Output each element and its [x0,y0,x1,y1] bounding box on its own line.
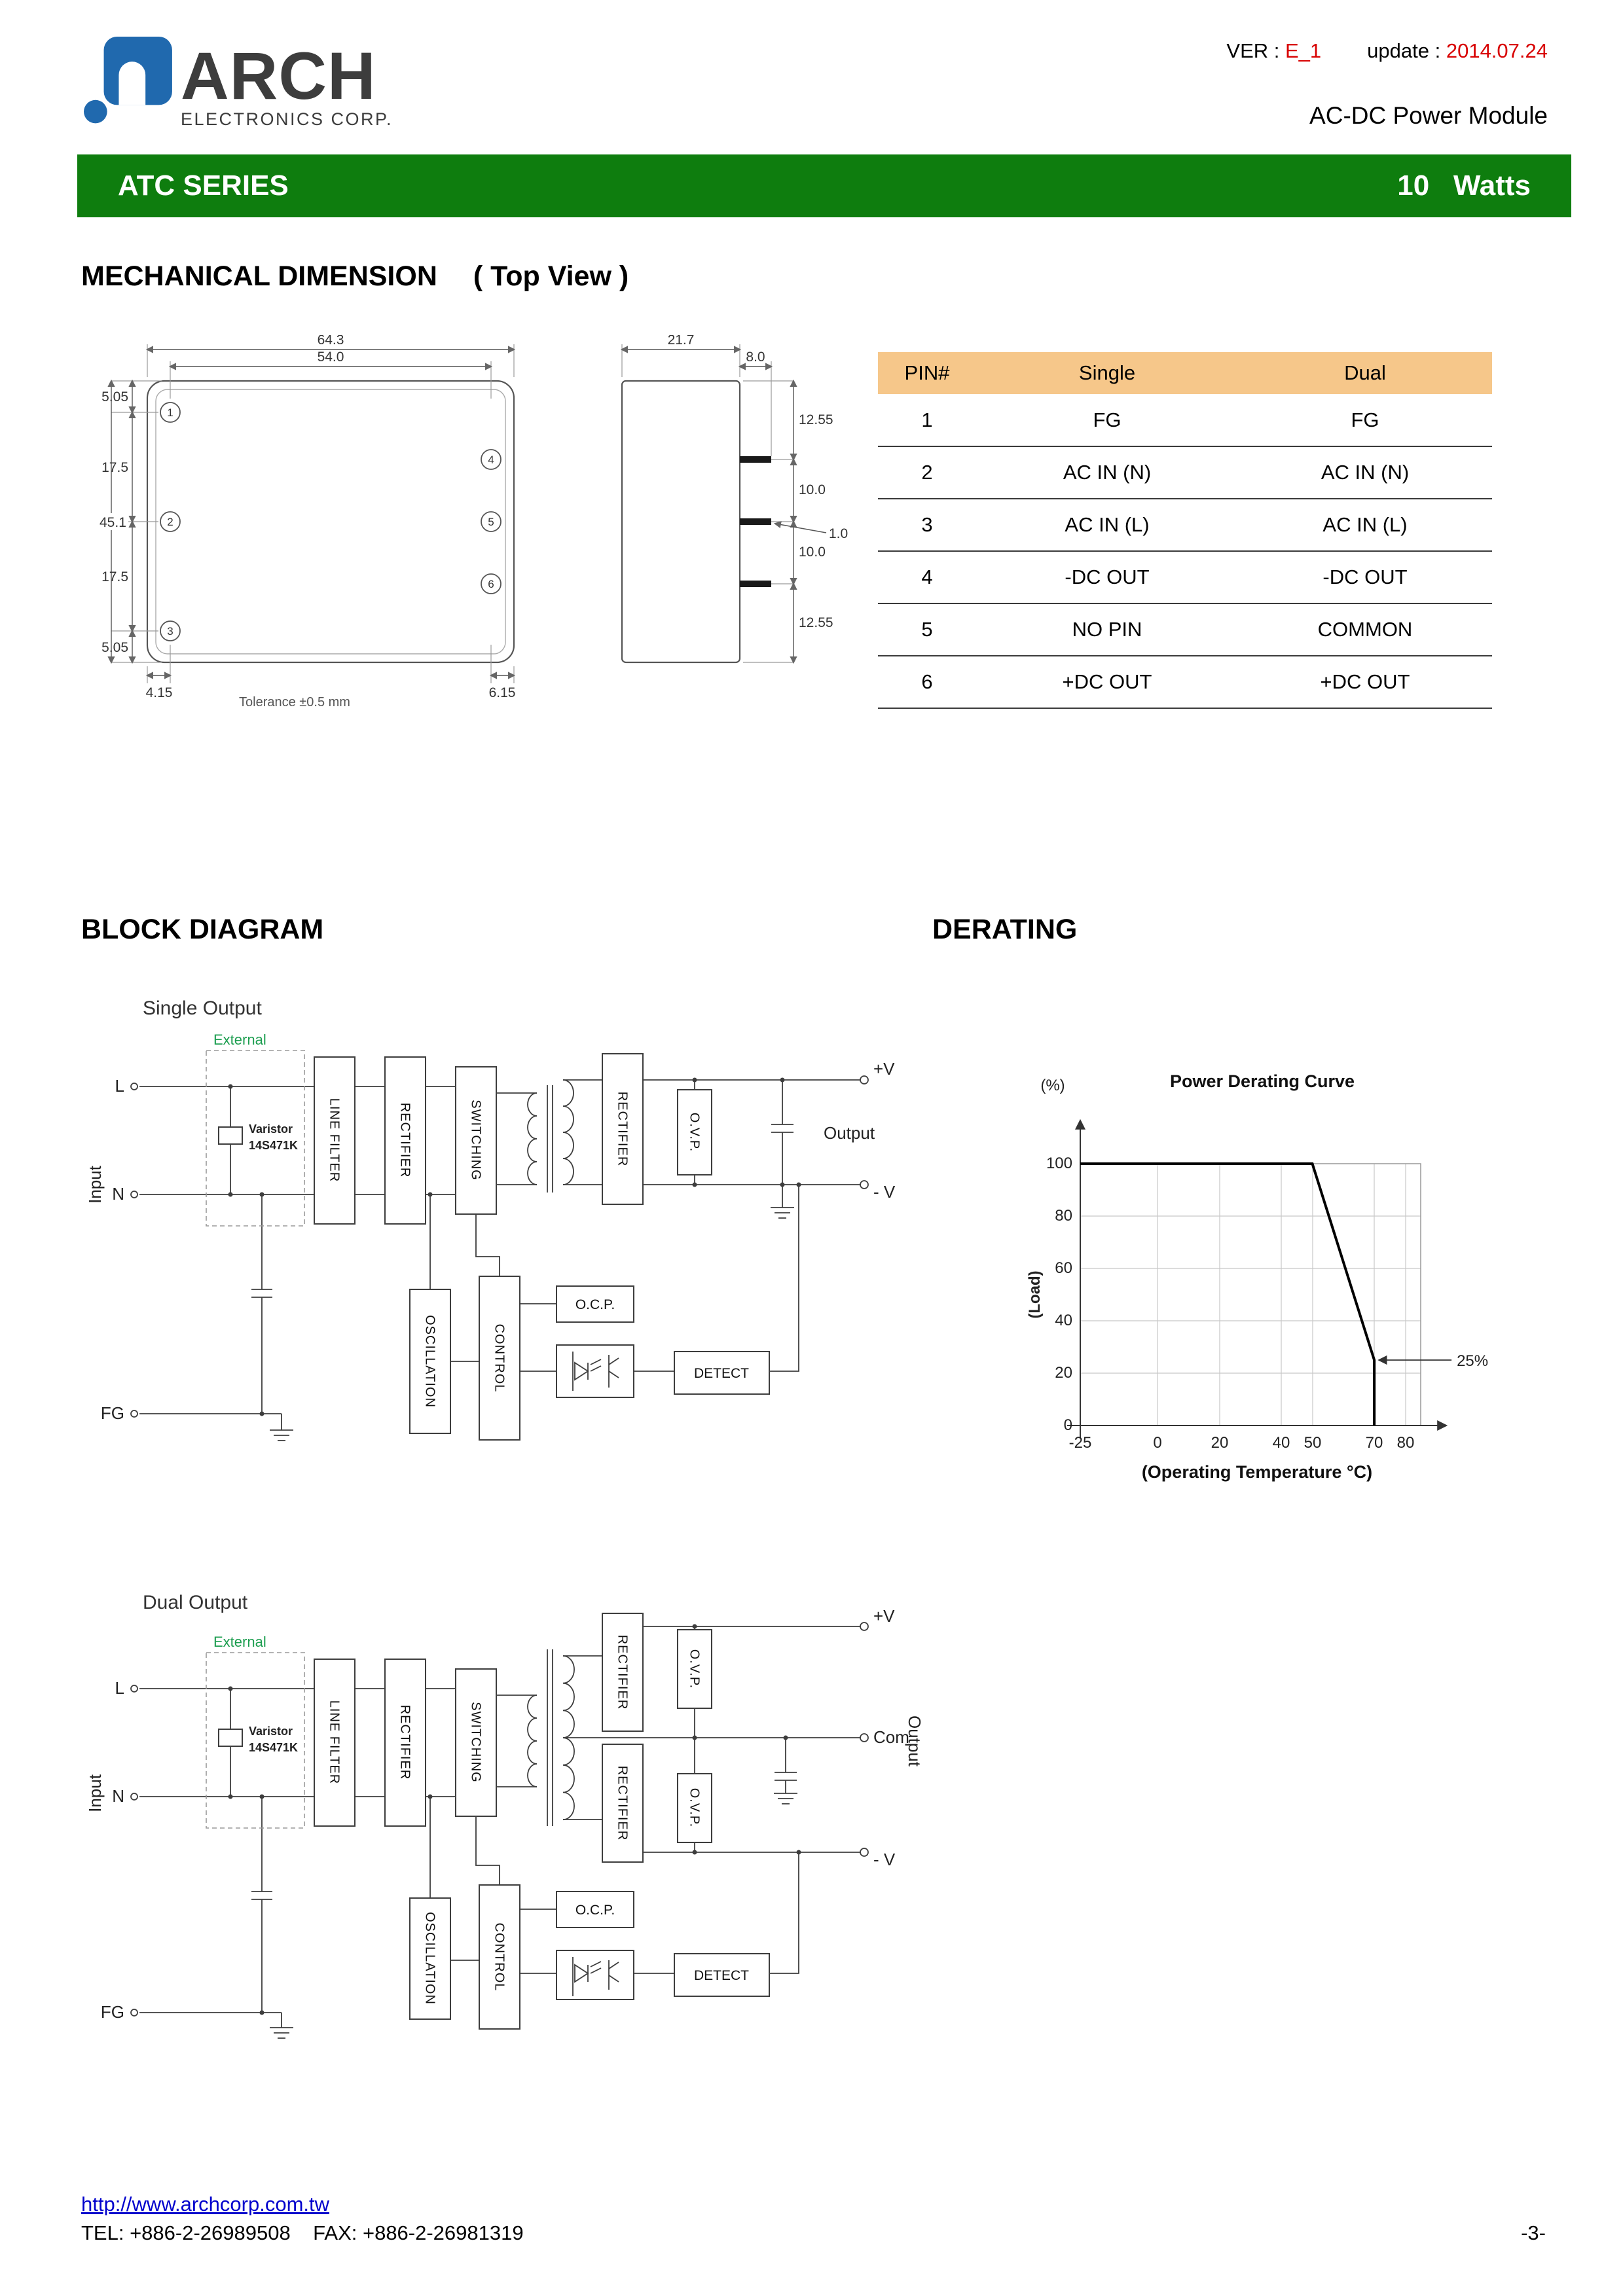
ver-label: VER : [1226,39,1280,62]
label-plus-v: +V [873,1059,895,1079]
varistor-symbol [219,1127,242,1144]
svg-text:O.V.P.: O.V.P. [687,1649,702,1689]
dim-right-mid1: 10.0 [799,482,826,497]
svg-text:DETECT: DETECT [694,1968,749,1983]
logo-subtitle: ELECTRONICS CORP. [181,109,393,129]
transformer [528,1080,574,1193]
label-output: Output [824,1123,875,1143]
dim-bottom-right: 6.15 [488,685,516,700]
svg-text:O.C.P.: O.C.P. [575,1297,615,1312]
terminal-plus-v [860,1076,868,1084]
svg-text:LINE FILTER: LINE FILTER [327,1700,342,1785]
dim-right-bottom: 12.55 [799,615,833,630]
terminal-n [131,1793,137,1800]
x-axis-label: (Operating Temperature °C) [1141,1462,1373,1482]
dim-height: 45.1 [100,515,126,530]
svg-text:0: 0 [1153,1434,1162,1452]
dim-right-mid2: 10.0 [799,545,826,560]
terminal-l [131,1083,137,1090]
y-tick-labels [1046,1155,1072,1434]
y-axis-label: (Load) [1026,1270,1044,1319]
external-label: External [213,1634,266,1650]
svg-text:OSCILLATION: OSCILLATION [422,1912,437,2005]
arch-logo-icon [84,34,175,131]
label-output: Output [905,1715,924,1767]
label-fg: FG [100,2002,124,2022]
module-side-view [622,381,740,662]
annotation-label: 25% [1457,1352,1489,1370]
single-output-diagram [85,982,949,1505]
pin-table-header-row [878,352,1492,394]
mechanical-drawing [98,335,858,741]
chart-grid [1080,1164,1421,1426]
dual-diagram-title: Dual Output [143,1592,248,1613]
svg-text:O.V.P.: O.V.P. [687,1787,702,1828]
dim-width-outer: 64.3 [317,335,344,348]
pin-table-row: 3 AC IN (L) AC IN (L) [878,499,1492,551]
svg-text:CONTROL: CONTROL [492,1323,507,1393]
terminal-fg [131,1410,137,1417]
derating-chart [1021,1020,1519,1517]
col-header-single: Single [976,352,1238,394]
dimension-lines [111,350,793,675]
dim-left-bottom: 5.05 [101,640,128,655]
side-view-pins [740,456,771,587]
dim-side-width: 21.7 [667,335,695,348]
x-tick-labels [1069,1434,1415,1452]
dim-left-top: 5.05 [101,389,128,404]
product-title: AC-DC Power Module [1309,102,1548,129]
tolerance-note: Tolerance ±0.5 mm [239,695,350,709]
arch-logo [84,34,393,131]
svg-text:100: 100 [1046,1155,1072,1172]
svg-text:CONTROL: CONTROL [492,1922,507,1992]
series-banner [77,154,1571,217]
pin-table-row: 1 FG FG [878,394,1492,446]
svg-text:80: 80 [1055,1207,1072,1225]
terminal-n [131,1191,137,1198]
svg-text:RECTIFIER: RECTIFIER [615,1765,630,1841]
terminal-l [131,1685,137,1692]
label-plus-v: +V [873,1606,895,1626]
footer-url-link[interactable]: http://www.archcorp.com.tw [81,2193,330,2215]
svg-text:20: 20 [1211,1434,1229,1452]
svg-text:20: 20 [1055,1364,1072,1382]
svg-text:40: 40 [1055,1312,1072,1329]
update-label: update : [1367,39,1441,62]
single-diagram-title: Single Output [143,997,262,1019]
opto-coupler [556,1345,634,1397]
svg-text:0: 0 [1063,1416,1072,1434]
dim-width-pins: 54.0 [317,350,344,365]
y-unit-label: (%) [1040,1077,1065,1094]
label-n: N [112,1184,124,1204]
opto-coupler [556,1950,634,2000]
svg-text:RECTIFIER: RECTIFIER [615,1091,630,1167]
dim-right-top: 12.55 [799,412,833,427]
dim-left-upper: 17.5 [101,460,128,475]
pin-table-row: 6 +DC OUT +DC OUT [878,656,1492,708]
col-header-pin: PIN# [878,352,976,394]
svg-text:DETECT: DETECT [694,1366,749,1381]
dim-pin-thickness: 1.0 [829,526,848,541]
pin-number-2: 2 [167,516,173,528]
label-com: Com [873,1727,909,1747]
terminal-minus-v [860,1181,868,1189]
pin-thickness-leader [775,524,826,533]
terminal-minus-v [860,1848,868,1856]
pin-table-row: 2 AC IN (N) AC IN (N) [878,446,1492,499]
chart-title: Power Derating Curve [1169,1071,1355,1091]
section-title-block-diagram: BLOCK DIAGRAM [81,914,324,945]
svg-text:SWITCHING: SWITCHING [468,1702,483,1783]
label-n: N [112,1786,124,1806]
svg-text:O.V.P.: O.V.P. [687,1112,702,1153]
varistor-label: Varistor [249,1122,293,1136]
svg-text:O.C.P.: O.C.P. [575,1903,615,1918]
varistor-model: 14S471K [249,1741,299,1754]
varistor-symbol [219,1729,242,1746]
terminal-com [860,1734,868,1742]
label-fg: FG [100,1403,124,1423]
pin-table [878,352,1492,709]
section-title-derating: DERATING [932,914,1078,945]
col-header-dual: Dual [1238,352,1492,394]
label-l: L [115,1076,124,1096]
svg-text:RECTIFIER: RECTIFIER [397,1102,412,1178]
svg-text:50: 50 [1304,1434,1322,1452]
pin-number-6: 6 [488,578,494,590]
pin-table-row: 5 NO PIN COMMON [878,603,1492,656]
page-number: -3- [1521,2221,1546,2244]
section-subtitle-top-view: ( Top View ) [473,260,629,292]
terminal-fg [131,2009,137,2016]
plot-border [1080,1164,1421,1426]
ver-value: E_1 [1285,39,1322,62]
input-side-label: Input [85,1166,105,1204]
varistor-model: 14S471K [249,1139,299,1152]
input-side-label: Input [85,1774,105,1812]
svg-text:70: 70 [1365,1434,1383,1452]
svg-text:SWITCHING: SWITCHING [468,1100,483,1181]
external-label: External [213,1031,266,1048]
footer-contact: TEL: +886-2-26989508 FAX: +886-2-26981319 [81,2221,524,2244]
derating-curve [1080,1164,1374,1426]
extension-lines [111,344,793,683]
svg-text:80: 80 [1396,1434,1415,1452]
svg-text:LINE FILTER: LINE FILTER [327,1098,342,1183]
svg-text:RECTIFIER: RECTIFIER [397,1704,412,1780]
dim-left-lower: 17.5 [101,569,128,584]
dual-output-diagram [85,1577,949,2075]
varistor-label: Varistor [249,1725,293,1738]
svg-text:-25: -25 [1068,1434,1092,1452]
dim-pin-length: 8.0 [746,350,765,365]
svg-text:40: 40 [1272,1434,1290,1452]
svg-text:RECTIFIER: RECTIFIER [615,1634,630,1710]
top-view-pins [160,403,501,641]
label-l: L [115,1678,124,1698]
pin-number-4: 4 [488,454,494,466]
version-info [1226,39,1548,63]
pin-number-3: 3 [167,625,173,637]
label-minus-v: - V [873,1850,896,1869]
dim-bottom-left: 4.15 [145,685,173,700]
axes [1067,1121,1446,1439]
pin-number-5: 5 [488,516,494,528]
section-title-mechanical: MECHANICAL DIMENSION ( Top View ) [81,260,629,292]
svg-text:60: 60 [1055,1259,1072,1277]
svg-text:OSCILLATION: OSCILLATION [422,1315,437,1408]
module-top-view [147,381,740,662]
watts-label: 10 Watts [1397,170,1531,202]
update-value: 2014.07.24 [1446,39,1548,62]
terminal-plus-v [860,1623,868,1630]
series-label: ATC SERIES [118,170,289,202]
label-minus-v: - V [873,1182,896,1202]
pin-table-row: 4 -DC OUT -DC OUT [878,551,1492,603]
logo-wordmark: ARCH [181,39,376,114]
pin-number-1: 1 [167,406,173,419]
